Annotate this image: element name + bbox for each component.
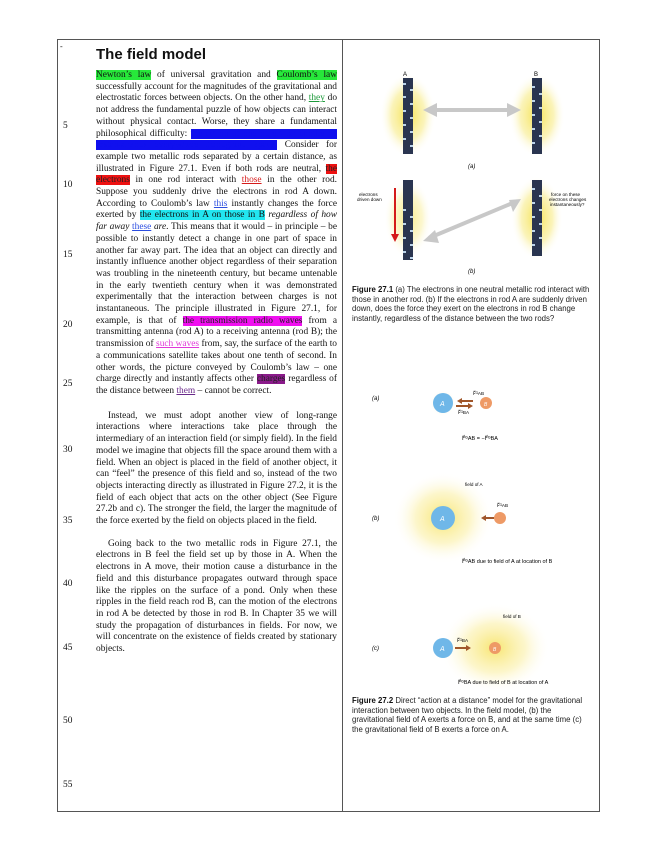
highlight-coulombs-law[interactable]: Coulomb’s law — [276, 70, 337, 80]
line-number: 55 — [63, 780, 73, 790]
coref-those[interactable]: those — [241, 175, 262, 186]
line-number: 45 — [63, 643, 73, 653]
figure-27-2 — [345, 378, 595, 698]
rod-a-moved — [403, 180, 413, 260]
panel-a-label: (a) — [468, 164, 476, 170]
line-number: 15 — [63, 250, 73, 260]
svg-text:B: B — [493, 647, 497, 653]
line-number: 5 — [63, 121, 68, 131]
section-title: The field model — [96, 46, 207, 63]
svg-text:F⃗ᴳBA: F⃗ᴳBA — [457, 638, 469, 643]
line-number: 10 — [63, 180, 73, 190]
question-2: electrons changes — [549, 197, 587, 202]
question-3: instantaneously? — [550, 202, 585, 207]
question-1: force on these — [551, 192, 581, 197]
field-label-b: field of B — [503, 614, 521, 619]
column-divider — [342, 39, 343, 812]
highlight-charges[interactable]: charges — [256, 374, 286, 385]
svg-text:A: A — [440, 516, 445, 523]
coref-these[interactable]: these — [132, 222, 152, 233]
body-text — [96, 70, 337, 656]
svg-text:A: A — [440, 401, 445, 408]
figure-27-1-caption: Figure 27.1 (a) The electrons in one neutral metallic rod interact with those in another rod. (b) If the electrons in rod A are suddenly driven down, does the force they exert on the electrons in rod B change instantly, regardless of the distance between the two rods? — [352, 285, 590, 323]
fig2-panel-c-label: (c) — [372, 646, 379, 652]
driven-label-1: electrons — [359, 192, 378, 197]
rod-b-label: B — [534, 72, 539, 78]
panel-b-label: (b) — [468, 269, 476, 275]
force-equation: F⃗ᴳAB = −F⃗ᴳBA — [462, 436, 498, 442]
paragraph-3: Going back to the two metallic rods in Figure 27.1, the electrons in B feel the field set up by those in A. When the electrons in A move, their motion cause a disturbance in the field and this disturbance propagates outward through space like the ripples on the surface of a pond. Only when these ripples in the field reach rod B, can the motion of the electrons in rod A be detected by those in rod B. In Chapter 35 we will study the propagation of disturbances in fields. For now, we will concentrate on the existence of fields created by stationary objects. — [96, 538, 337, 655]
fig2-panel-b-label: (b) — [372, 516, 380, 522]
highlight-instantaneous-action[interactable]: the action of one object on another is instantaneous everywhere throughout space. — [96, 128, 337, 151]
highlight-radio-waves[interactable]: the transmission radio waves — [182, 315, 303, 326]
highlight-the-electrons[interactable]: the electrons — [96, 163, 337, 186]
fig2-panel-a-label: (a) — [372, 396, 380, 402]
sphere-b-b — [494, 512, 506, 524]
svg-text:F⃗ᴳBA: F⃗ᴳBA — [458, 410, 470, 415]
coref-such-waves[interactable]: such waves — [156, 339, 200, 350]
field-label-a: field of A — [465, 482, 483, 487]
line-number: 35 — [63, 516, 73, 526]
page-marker: - — [60, 42, 63, 51]
coref-they[interactable]: they — [308, 93, 325, 104]
svg-text:B: B — [484, 402, 488, 408]
figure-27-2-caption: Figure 27.2 Direct “action at a distance” model for the gravitational interaction between two objects. In the field model, (b) the gravitational field of A exerts a force on B, and at the same time (c) the gravitational field of B exerts a force on A. — [352, 696, 583, 734]
interaction-arrows-a — [423, 103, 521, 117]
coref-this[interactable]: this — [213, 198, 228, 209]
line-number: 50 — [63, 716, 73, 726]
paragraph-1: Newton’s law of universal gravitation and Coulomb’s law successfully account for the magnitudes of the gravitational and electrostatic forces between objects. On the other hand, they do not address the fundamental puzzle of how objects can interact without physical contact. Worse, they share a fundamental philosophical difficulty: the action of one object on another is instantaneous everywhere throughout space. Consider for example two metallic rods separated by a certain distance, as illustrated in Figure 27.1. Even if both rods are neutral, the electrons in one rod interact with those in the other rod. Suppose you suddenly drive the electrons in rod A down. According to Coulomb’s law this instantly changes the force exerted by the electrons in A on those in B regardless of how far away these are. This means that it would – in principle – be possible to instantly detect a change in one part of space in another far away part. The idea that an object can directly and instantly influence another object regardless of their separation was troubling in the nineteenth century, but became untenable in the early twentieth century when it was demonstrated experimentally that the interaction between charges is not instantaneous. The principle illustrated in Figure 27.1, for example, is that of the transmission radio waves from a transmitting antenna (rod A) to a receiving antenna (rod B); the transmission of such waves from, say, the surface of the earth to a communications satellite takes about one tenth of second. In other words, the picture conveyed by Coulomb’s law – one charge directly and instantly affects other charges regardless of the distance between them – cannot be correct. — [96, 70, 338, 396]
svg-text:F⃗ᴳAB: F⃗ᴳAB — [473, 391, 485, 396]
paragraph-2: Instead, we must adopt another view of long-range interactions where interactions take place through the intermediary of an interaction field (or simply field). In the field model we imagine that objects fill the space around them with a field. When an object is placed in the field of another object, it can “feel” the presence of this field and so, instead of the two objects interacting directly as illustrated in Figure 27.2, it is the field of each object that acts on the other object (See Figure 27.2b and c). The stronger the field, the larger the magnitude of the force exerted by the field on objects placed in the field. — [96, 410, 337, 527]
fig2-b-note: F⃗ᴳAB due to field of A at location of B — [462, 559, 553, 565]
coref-them[interactable]: them — [176, 385, 196, 396]
force-arrows-a — [456, 398, 473, 409]
highlight-electrons-a-b[interactable]: the electrons in A on those in B — [139, 210, 265, 221]
line-number: 25 — [63, 379, 73, 389]
interaction-arrows-b — [423, 199, 521, 243]
fig2-c-note: F⃗ᴳBA due to field of B at location of A — [458, 680, 549, 686]
driven-label-2: driven down — [357, 197, 382, 202]
rod-a-label: A — [403, 72, 408, 78]
figure-27-1 — [345, 70, 595, 280]
svg-text:F⃗ᴳAB: F⃗ᴳAB — [497, 503, 509, 508]
svg-text:A: A — [440, 646, 445, 653]
line-number: 30 — [63, 445, 73, 455]
line-number: 20 — [63, 320, 73, 330]
line-number: 40 — [63, 579, 73, 589]
highlight-newtons-law[interactable]: Newton’s law — [96, 70, 152, 80]
